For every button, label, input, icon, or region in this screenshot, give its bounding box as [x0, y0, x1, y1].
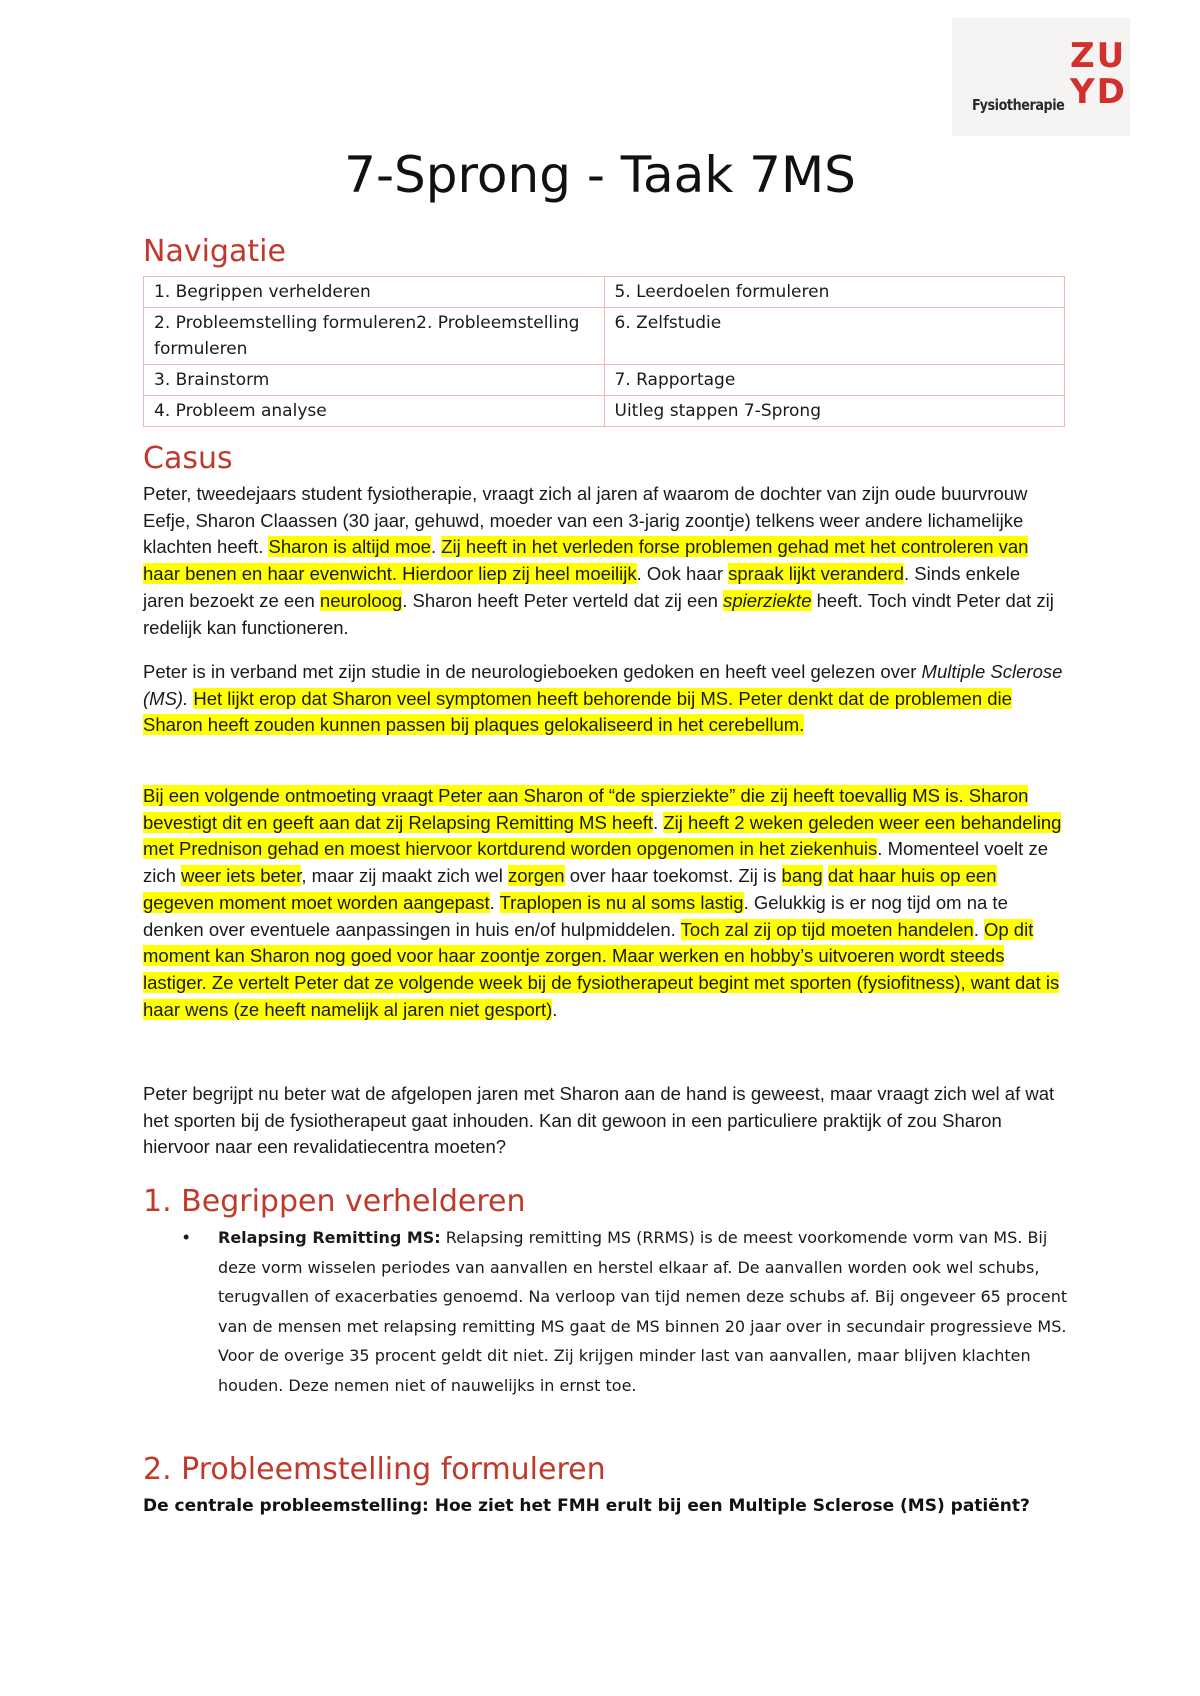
- nav-link-leerdoelen[interactable]: 5. Leerdoelen formuleren: [604, 277, 1065, 308]
- nav-row: [144, 308, 1065, 365]
- nav-link-uitleg[interactable]: Uitleg stappen 7-Sprong: [604, 396, 1065, 427]
- text-run: heeft. Toch vindt Peter dat zij redelijk kan functioneren.: [143, 589, 1054, 638]
- nav-link-probleemstelling[interactable]: 2. Probleemstelling formuleren2. Probleemstelling formuleren: [144, 308, 605, 365]
- highlighted-text: weer iets beter: [181, 865, 302, 887]
- bullet-marker: •: [183, 1227, 190, 1247]
- text-run: Multiple Sclerose (MS).: [143, 661, 1063, 709]
- highlighted-text: Sharon is altijd moe: [268, 536, 431, 558]
- highlighted-text: spraak lijkt veranderd: [728, 563, 904, 585]
- highlighted-text: zorgen: [508, 865, 565, 887]
- text-run: Peter, tweedejaars student fysiotherapie, vraagt zich al jaren af waarom de dochter van zijn oude buurvrouw Eefje, Sharon Claassen (30 jaar, gehuwd, moeder van een 3-jarig zoontje) telkens weer andere lichamelijke klachten heeft.: [143, 483, 1028, 558]
- highlighted-text: Op dit moment kan Sharon nog goed voor haar zoontje zorgen. Maar werken en hobby’s uitvoeren wordt steeds lastiger. Ze vertelt Peter dat ze volgende week bij de fysiotherapeut begint met sporten (fysiofitness), want dat is haar wens (ze heeft namelijk al jaren niet gesport): [143, 918, 1060, 1020]
- nav-row: [144, 396, 1065, 427]
- nav-link-zelfstudie[interactable]: 6. Zelfstudie: [604, 308, 1065, 365]
- text-run: . Gelukkig is er nog tijd om na te denken over eventuele aanpassingen in huis en/of hulpmiddelen.: [143, 891, 1008, 940]
- text-run: . Ook haar: [636, 563, 729, 585]
- zuyd-logo: [952, 18, 1130, 136]
- text-run: .: [653, 811, 664, 833]
- casus-heading: Casus: [143, 441, 233, 476]
- nav-link-probleem-analyse[interactable]: 4. Probleem analyse: [144, 396, 605, 427]
- bullet-term: Relapsing Remitting MS:: [218, 1228, 441, 1247]
- highlighted-text: Bij een volgende ontmoeting vraagt Peter aan Sharon of “de spierziekte” die zij heeft toevallig MS is. Sharon bevestigt dit en geeft aan dat zij Relapsing Remitting MS heeft: [143, 785, 1029, 833]
- highlighted-text: Traplopen is nu al soms lastig: [499, 891, 744, 913]
- section-1-heading: 1. Begrippen verhelderen: [143, 1184, 526, 1219]
- casus-paragraph-2: [143, 659, 1063, 739]
- text-run: . Sharon heeft Peter verteld dat zij een: [402, 589, 724, 611]
- nav-row: [144, 365, 1065, 396]
- logo-fysiotherapie-text: Fysiotherapie: [972, 96, 1065, 114]
- text-run: over haar toekomst. Zij is: [564, 865, 782, 887]
- casus-paragraph-3: [143, 783, 1063, 1023]
- highlighted-text: neuroloog: [319, 589, 403, 611]
- bullet-text: Relapsing remitting MS (RRMS) is de meest voorkomende vorm van MS. Bij deze vorm wisselen periodes van aanvallen en herstel elkaar af. De aanvallen worden ook wel schubs, terugvallen of exacerbaties genoemd. Na verloop van tijd nemen deze schubs af. Bij ongeveer 65 procent van de mensen met relapsing remitting MS gaat de MS binnen 20 jaar over in secundair progressieve MS. Voor de overige 35 procent geldt dit niet. Zij krijgen minder last van aanvallen, maar blijven klachten houden. Deze nemen niet of nauwelijks in ernst toe.: [218, 1228, 1068, 1395]
- nav-row: [144, 277, 1065, 308]
- bullet-item-rrms: [218, 1223, 1068, 1400]
- nav-link-brainstorm[interactable]: 3. Brainstorm: [144, 365, 605, 396]
- highlighted-text: Zij heeft in het verleden forse problemen gehad met het controleren van haar benen en haar evenwicht. Hierdoor liep zij heel moeilijk: [143, 536, 1029, 585]
- highlighted-text: dat haar huis op een gegeven moment moet worden aangepast: [143, 865, 997, 913]
- text-run: .: [973, 918, 984, 940]
- text-run: .: [430, 536, 442, 558]
- highlighted-text: Zij heeft 2 weken geleden weer een behandeling met Prednison gehad en moest hiervoor kortdurend worden opgenomen in het ziekenhuis: [143, 811, 1062, 860]
- text-run: , maar zij maakt zich wel: [301, 865, 509, 887]
- logo-brand-mark: ZU YD: [1070, 36, 1127, 112]
- highlighted-text: Het lijkt erop dat Sharon veel symptomen heeft behorende bij MS. Peter denkt dat de problemen die Sharon heeft zouden kunnen passen bij plaques gelokaliseerd in het cerebellum.: [143, 687, 1012, 736]
- navigatie-heading: Navigatie: [143, 234, 286, 269]
- text-run: .: [489, 891, 500, 913]
- central-problem-statement: De centrale probleemstelling: Hoe ziet het FMH erult bij een Multiple Sclerose (MS) patiënt?: [143, 1496, 1030, 1516]
- casus-paragraph-1: [143, 481, 1063, 641]
- text-run: .: [552, 998, 558, 1020]
- casus-paragraph-4: Peter begrijpt nu beter wat de afgelopen jaren met Sharon aan de hand is geweest, maar vraagt zich wel af wat het sporten bij de fysiotherapeut gaat inhouden. Kan dit gewoon in een particuliere praktijk of zou Sharon hiervoor naar een revalidatiecentra moeten?: [143, 1083, 1055, 1158]
- section-2-heading: 2. Probleemstelling formuleren: [143, 1452, 606, 1487]
- text-run: . Momenteel voelt ze zich: [143, 838, 1048, 887]
- highlighted-text: Toch zal zij op tijd moeten handelen: [680, 918, 974, 940]
- highlighted-text: spierziekte: [723, 589, 812, 611]
- nav-link-begrippen[interactable]: 1. Begrippen verhelderen: [144, 277, 605, 308]
- highlighted-text: bang: [781, 865, 823, 887]
- page-title: 7-Sprong - Taak 7MS: [344, 146, 856, 204]
- text-run: Peter is in verband met zijn studie in de neurologieboeken gedoken en heeft veel gelezen over: [143, 661, 922, 682]
- navigation-table: [143, 276, 1065, 427]
- text-run: . Sinds enkele jaren bezoekt ze een: [143, 563, 1021, 611]
- nav-link-rapportage[interactable]: 7. Rapportage: [604, 365, 1065, 396]
